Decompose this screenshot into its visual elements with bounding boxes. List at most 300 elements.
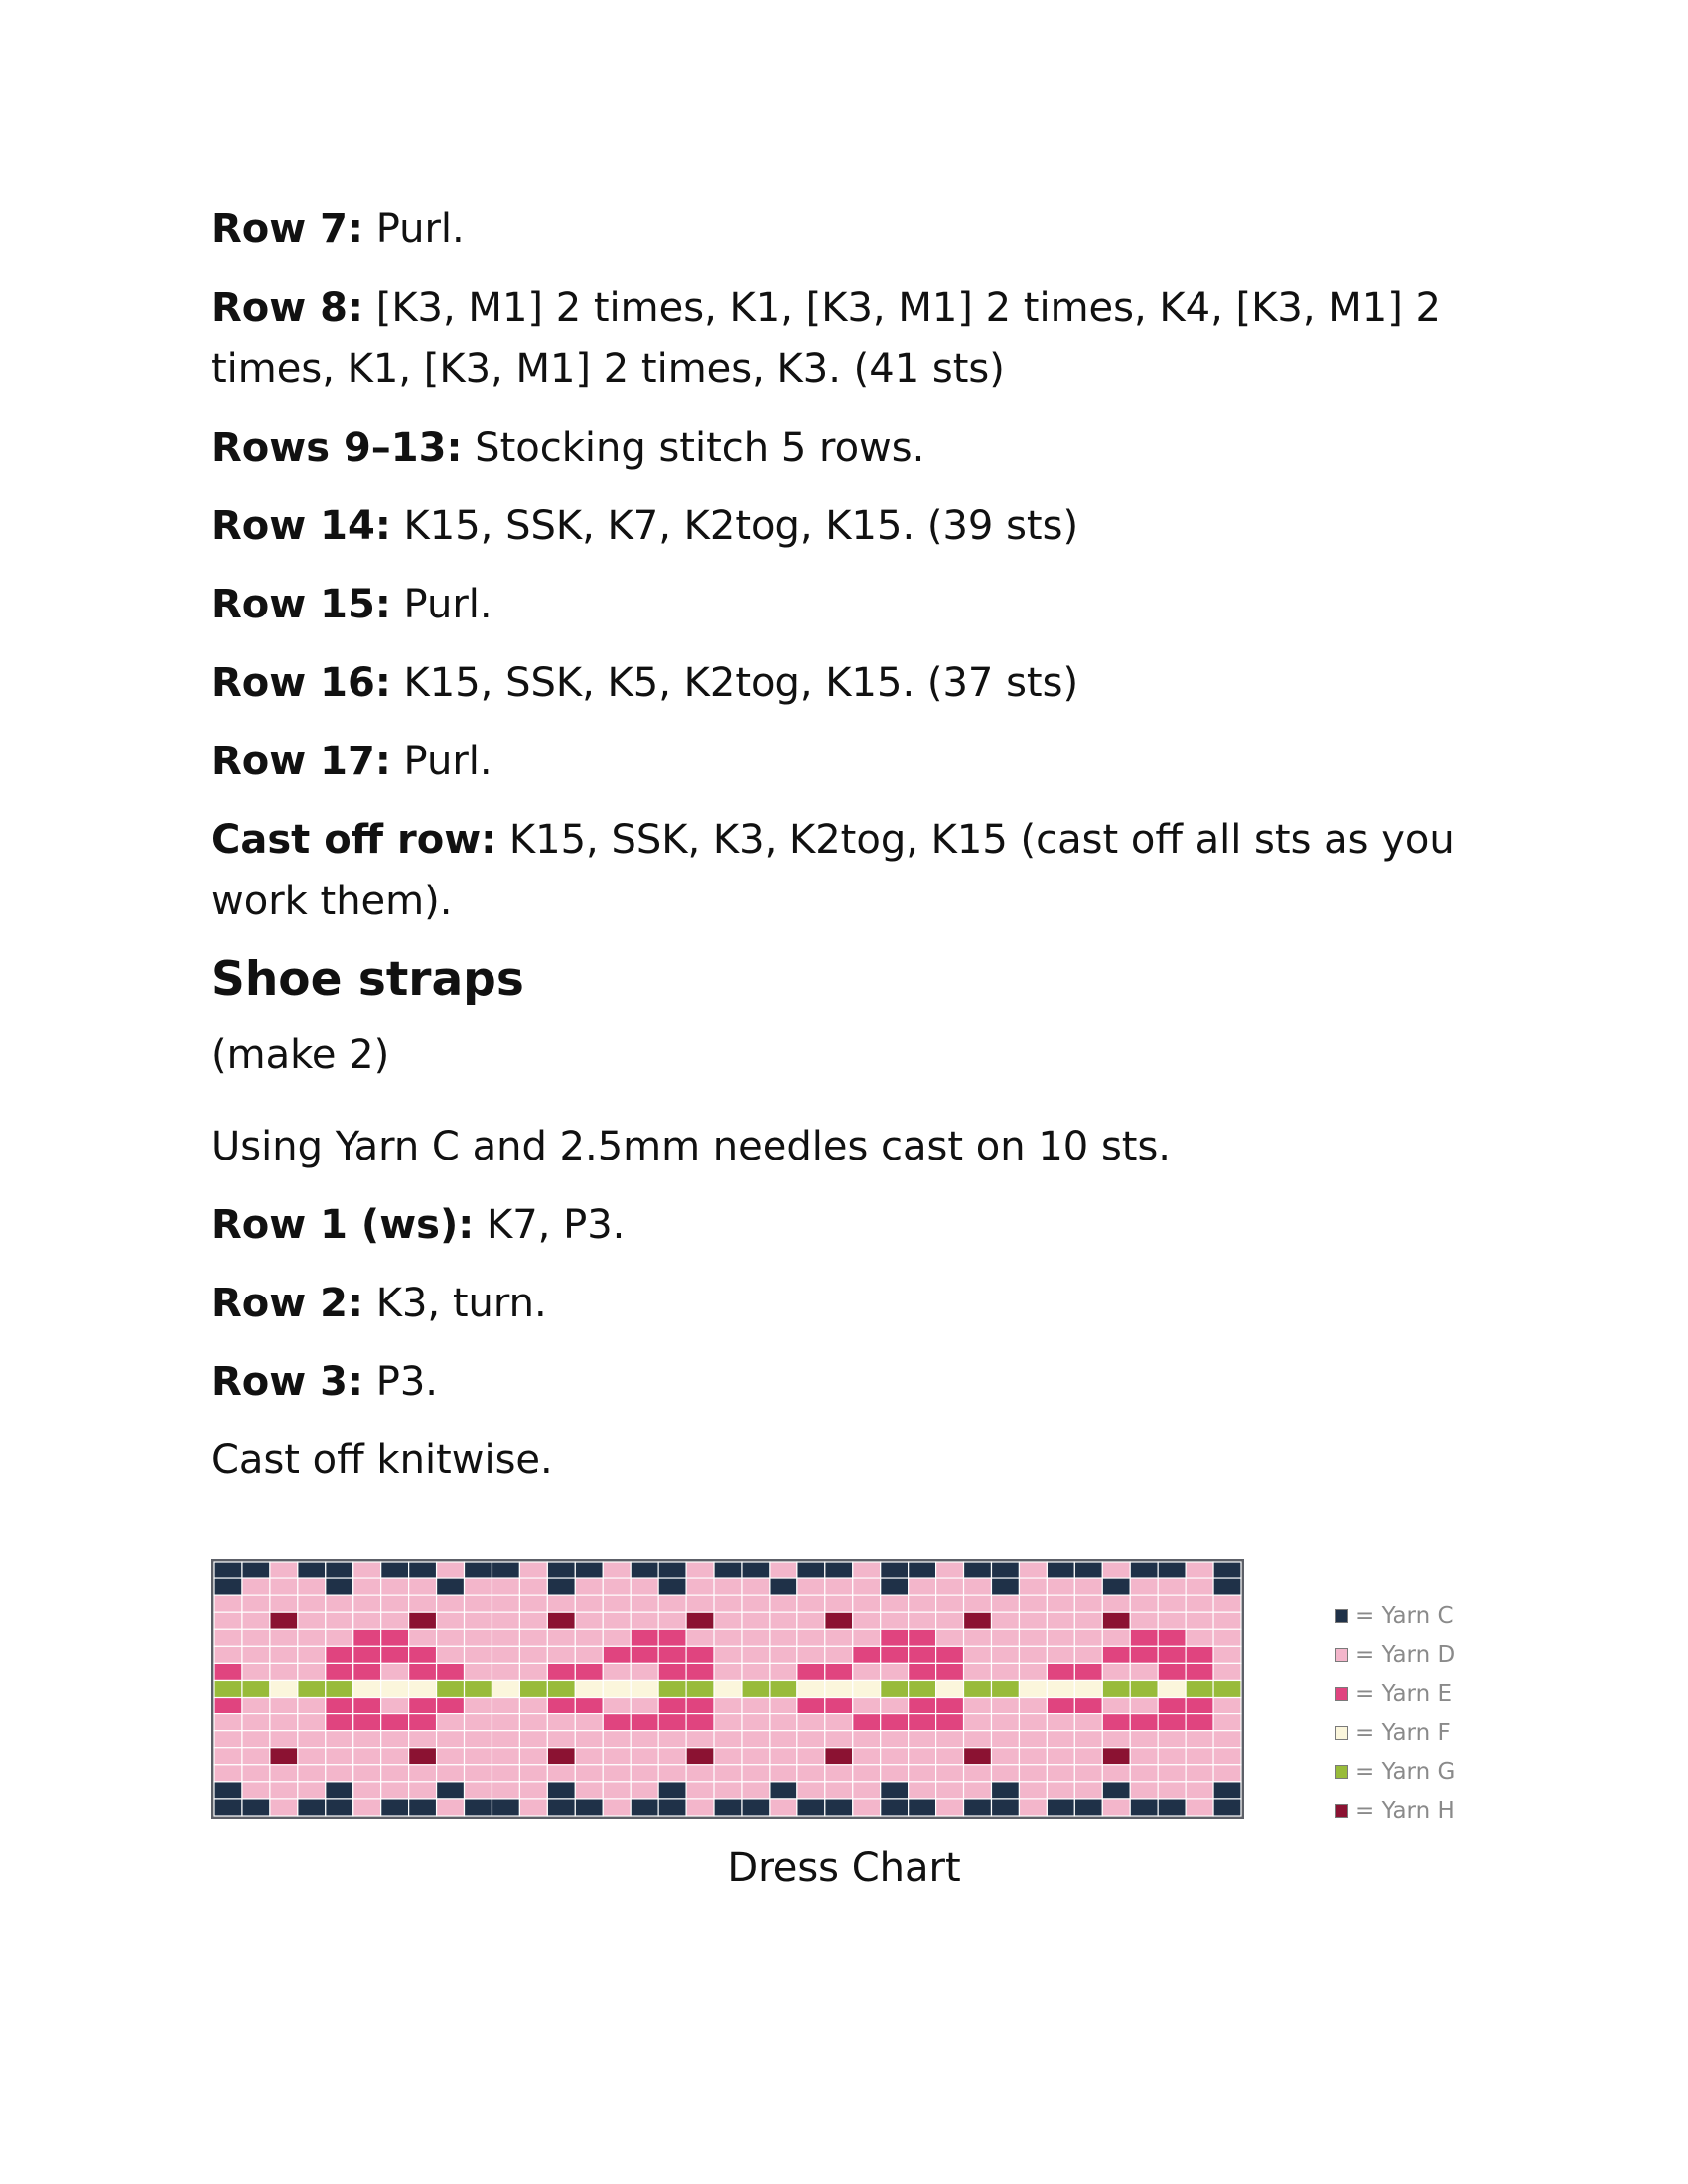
chart-cell-yarn-d: [603, 1698, 631, 1714]
chart-cell-yarn-d: [936, 1562, 964, 1578]
chart-cell-yarn-e: [1158, 1629, 1186, 1646]
chart-cell-yarn-c: [575, 1799, 603, 1816]
chart-cell-yarn-d: [326, 1748, 353, 1765]
chart-cell-yarn-d: [853, 1799, 881, 1816]
chart-cell-yarn-d: [881, 1612, 909, 1629]
chart-cell-yarn-c: [465, 1562, 492, 1578]
chart-cell-yarn-d: [714, 1629, 742, 1646]
chart-cell-yarn-d: [825, 1714, 853, 1731]
chart-cell-yarn-d: [770, 1562, 797, 1578]
chart-cell-yarn-d: [242, 1765, 270, 1782]
chart-cell-yarn-d: [964, 1646, 992, 1663]
chart-cell-yarn-e: [881, 1629, 909, 1646]
chart-cell-yarn-d: [409, 1731, 437, 1748]
chart-cell-yarn-d: [603, 1731, 631, 1748]
chart-cell-yarn-g: [770, 1680, 797, 1697]
chart-cell-yarn-e: [353, 1629, 381, 1646]
chart-cell-yarn-e: [909, 1698, 936, 1714]
chart-cell-yarn-e: [547, 1663, 575, 1680]
chart-cell-yarn-e: [1047, 1698, 1074, 1714]
chart-cell-yarn-d: [770, 1714, 797, 1731]
chart-cell-yarn-c: [991, 1562, 1019, 1578]
chart-cell-yarn-d: [242, 1612, 270, 1629]
chart-cell-yarn-c: [547, 1799, 575, 1816]
chart-cell-yarn-h: [825, 1748, 853, 1765]
chart-cell-yarn-d: [1130, 1765, 1158, 1782]
chart-cell-yarn-d: [909, 1748, 936, 1765]
legend-item-yarn-c: [1335, 1596, 1455, 1635]
chart-cell-yarn-d: [353, 1731, 381, 1748]
chart-cell-yarn-d: [603, 1578, 631, 1595]
chart-cell-yarn-d: [964, 1595, 992, 1612]
chart-cell-yarn-c: [1047, 1562, 1074, 1578]
chart-cell-yarn-e: [1186, 1698, 1213, 1714]
chart-cell-yarn-c: [881, 1782, 909, 1799]
chart-cell-yarn-e: [214, 1698, 242, 1714]
chart-cell-yarn-d: [1186, 1799, 1213, 1816]
chart-cell-yarn-d: [465, 1748, 492, 1765]
chart-cell-yarn-d: [492, 1663, 519, 1680]
chart-cell-yarn-d: [242, 1578, 270, 1595]
chart-cell-yarn-c: [881, 1578, 909, 1595]
legend-swatch: [1335, 1609, 1348, 1623]
chart-cell-yarn-c: [242, 1799, 270, 1816]
chart-cell-yarn-d: [603, 1595, 631, 1612]
chart-cell-yarn-d: [1019, 1731, 1047, 1748]
chart-cell-yarn-d: [742, 1595, 770, 1612]
chart-cell-yarn-h: [825, 1612, 853, 1629]
chart-cell-yarn-d: [409, 1629, 437, 1646]
chart-cell-yarn-d: [547, 1731, 575, 1748]
row-text: K15, SSK, K3, K2tog, K15 (cast off all sts as you work them).: [211, 817, 1455, 924]
chart-cell-yarn-d: [326, 1731, 353, 1748]
chart-cell-yarn-d: [465, 1782, 492, 1799]
chart-cell-yarn-d: [825, 1629, 853, 1646]
chart-cell-yarn-d: [936, 1731, 964, 1748]
chart-cell-yarn-d: [298, 1765, 326, 1782]
row-label: Row 15:: [211, 582, 391, 627]
chart-cell-yarn-d: [465, 1714, 492, 1731]
chart-cell-yarn-d: [547, 1629, 575, 1646]
row-text: Purl.: [363, 206, 465, 252]
chart-cell-yarn-d: [1074, 1714, 1102, 1731]
chart-cell-yarn-d: [437, 1799, 465, 1816]
chart-cell-yarn-d: [658, 1748, 686, 1765]
chart-cell-yarn-c: [492, 1799, 519, 1816]
chart-cell-yarn-f: [575, 1680, 603, 1697]
chart-cell-yarn-d: [714, 1714, 742, 1731]
chart-cell-yarn-d: [1047, 1629, 1074, 1646]
chart-cell-yarn-g: [547, 1680, 575, 1697]
chart-cell-yarn-e: [686, 1663, 714, 1680]
chart-cell-yarn-d: [964, 1663, 992, 1680]
chart-cell-yarn-d: [270, 1714, 298, 1731]
chart-cell-yarn-d: [1213, 1646, 1241, 1663]
row-label: Row 14:: [211, 503, 391, 549]
cast-on-instruction: Using Yarn C and 2.5mm needles cast on 10 sts.: [211, 1124, 1172, 1169]
row-text: K7, P3.: [474, 1202, 626, 1248]
chart-cell-yarn-c: [1158, 1562, 1186, 1578]
chart-cell-yarn-d: [881, 1765, 909, 1782]
chart-cell-yarn-c: [326, 1562, 353, 1578]
chart-cell-yarn-e: [936, 1646, 964, 1663]
chart-cell-yarn-d: [686, 1782, 714, 1799]
chart-cell-yarn-c: [326, 1578, 353, 1595]
chart-cell-yarn-d: [603, 1782, 631, 1799]
chart-cell-yarn-e: [909, 1629, 936, 1646]
chart-cell-yarn-d: [1019, 1578, 1047, 1595]
chart-cell-yarn-c: [770, 1578, 797, 1595]
chart-cell-yarn-d: [465, 1612, 492, 1629]
chart-cell-yarn-d: [242, 1698, 270, 1714]
chart-cell-yarn-h: [270, 1748, 298, 1765]
chart-cell-yarn-e: [936, 1698, 964, 1714]
chart-cell-yarn-d: [575, 1646, 603, 1663]
chart-cell-yarn-e: [658, 1646, 686, 1663]
chart-cell-yarn-c: [326, 1782, 353, 1799]
chart-cell-yarn-f: [714, 1680, 742, 1697]
chart-cell-yarn-c: [742, 1562, 770, 1578]
chart-cell-yarn-h: [547, 1748, 575, 1765]
chart-cell-yarn-d: [437, 1731, 465, 1748]
chart-cell-yarn-d: [214, 1595, 242, 1612]
chart-cell-yarn-d: [686, 1799, 714, 1816]
chart-cell-yarn-d: [1130, 1595, 1158, 1612]
chart-cell-yarn-d: [242, 1714, 270, 1731]
chart-cell-yarn-g: [214, 1680, 242, 1697]
chart-cell-yarn-c: [214, 1782, 242, 1799]
chart-cell-yarn-e: [797, 1698, 825, 1714]
chart-cell-yarn-c: [575, 1562, 603, 1578]
legend-swatch: [1335, 1687, 1348, 1701]
chart-cell-yarn-d: [353, 1562, 381, 1578]
chart-cell-yarn-d: [1102, 1698, 1130, 1714]
legend-item-yarn-d: [1335, 1635, 1455, 1674]
chart-cell-yarn-d: [909, 1731, 936, 1748]
chart-cell-yarn-d: [825, 1782, 853, 1799]
chart-cell-yarn-d: [1102, 1731, 1130, 1748]
chart-cell-yarn-d: [797, 1714, 825, 1731]
chart-cell-yarn-d: [1019, 1782, 1047, 1799]
chart-cell-yarn-f: [381, 1680, 409, 1697]
chart-cell-yarn-c: [381, 1799, 409, 1816]
legend-label: = Yarn C: [1355, 1602, 1454, 1629]
chart-cell-yarn-d: [298, 1748, 326, 1765]
chart-cell-yarn-c: [797, 1799, 825, 1816]
chart-cell-yarn-e: [1102, 1646, 1130, 1663]
chart-cell-yarn-g: [465, 1680, 492, 1697]
chart-cell-yarn-e: [353, 1646, 381, 1663]
chart-cell-yarn-d: [742, 1698, 770, 1714]
chart-cell-yarn-d: [1158, 1612, 1186, 1629]
instruction-row: [211, 652, 1502, 714]
legend-swatch: [1335, 1765, 1348, 1779]
chart-cell-yarn-e: [214, 1663, 242, 1680]
chart-cell-yarn-d: [1102, 1765, 1130, 1782]
chart-cell-yarn-d: [991, 1629, 1019, 1646]
chart-cell-yarn-d: [270, 1578, 298, 1595]
chart-cell-yarn-d: [437, 1562, 465, 1578]
chart-cell-yarn-d: [353, 1765, 381, 1782]
chart-cell-yarn-e: [631, 1629, 658, 1646]
chart-cell-yarn-d: [575, 1629, 603, 1646]
chart-cell-yarn-c: [1130, 1799, 1158, 1816]
chart-cell-yarn-h: [1102, 1748, 1130, 1765]
chart-cell-yarn-d: [492, 1782, 519, 1799]
chart-cell-yarn-e: [631, 1714, 658, 1731]
chart-cell-yarn-c: [881, 1799, 909, 1816]
chart-cell-yarn-d: [1074, 1748, 1102, 1765]
chart-cell-yarn-e: [603, 1646, 631, 1663]
make-count-note: (make 2): [211, 1032, 390, 1078]
chart-cell-yarn-d: [575, 1714, 603, 1731]
row-text: K3, turn.: [363, 1281, 547, 1326]
chart-cell-yarn-d: [1074, 1646, 1102, 1663]
strap-row: [211, 1351, 1502, 1413]
chart-cell-yarn-d: [631, 1612, 658, 1629]
row-text: Purl.: [390, 582, 492, 627]
chart-cell-yarn-d: [214, 1629, 242, 1646]
chart-cell-yarn-d: [270, 1765, 298, 1782]
chart-cell-yarn-c: [465, 1799, 492, 1816]
chart-cell-yarn-d: [714, 1748, 742, 1765]
chart-cell-yarn-d: [909, 1612, 936, 1629]
chart-cell-yarn-d: [326, 1765, 353, 1782]
chart-cell-yarn-c: [214, 1578, 242, 1595]
chart-cell-yarn-d: [686, 1595, 714, 1612]
chart-cell-yarn-d: [1019, 1698, 1047, 1714]
chart-cell-yarn-d: [1130, 1731, 1158, 1748]
chart-cell-yarn-e: [1074, 1663, 1102, 1680]
chart-cell-yarn-c: [437, 1578, 465, 1595]
chart-cell-yarn-d: [242, 1595, 270, 1612]
chart-cell-yarn-e: [881, 1714, 909, 1731]
chart-cell-yarn-d: [964, 1765, 992, 1782]
chart-cell-yarn-e: [1130, 1714, 1158, 1731]
strap-row: [211, 1194, 1502, 1256]
chart-cell-yarn-d: [298, 1595, 326, 1612]
chart-cell-yarn-c: [991, 1578, 1019, 1595]
row-text: [K3, M1] 2 times, K1, [K3, M1] 2 times, K4, [K3, M1] 2 times, K1, [K3, M1] 2 times, K3. (41 sts): [211, 285, 1441, 392]
chart-cell-yarn-e: [547, 1698, 575, 1714]
chart-cell-yarn-d: [519, 1612, 547, 1629]
row-text: P3.: [363, 1359, 438, 1405]
chart-cell-yarn-d: [936, 1595, 964, 1612]
chart-cell-yarn-d: [575, 1731, 603, 1748]
chart-cell-yarn-g: [881, 1680, 909, 1697]
chart-cell-yarn-d: [853, 1765, 881, 1782]
chart-cell-yarn-d: [1186, 1612, 1213, 1629]
chart-cell-yarn-d: [242, 1629, 270, 1646]
chart-cell-yarn-d: [492, 1629, 519, 1646]
chart-cell-yarn-d: [825, 1731, 853, 1748]
chart-cell-yarn-f: [1074, 1680, 1102, 1697]
chart-cell-yarn-d: [1213, 1663, 1241, 1680]
chart-cell-yarn-d: [519, 1663, 547, 1680]
instruction-row: [211, 574, 1502, 635]
chart-cell-yarn-d: [964, 1714, 992, 1731]
chart-cell-yarn-d: [1047, 1646, 1074, 1663]
chart-cell-yarn-d: [1213, 1714, 1241, 1731]
chart-cell-yarn-d: [770, 1663, 797, 1680]
chart-cell-yarn-f: [603, 1680, 631, 1697]
chart-cell-yarn-d: [1074, 1612, 1102, 1629]
chart-cell-yarn-c: [381, 1562, 409, 1578]
chart-cell-yarn-e: [936, 1663, 964, 1680]
chart-cell-yarn-c: [1213, 1782, 1241, 1799]
chart-cell-yarn-e: [1158, 1714, 1186, 1731]
chart-cell-yarn-c: [1213, 1562, 1241, 1578]
chart-cell-yarn-d: [853, 1782, 881, 1799]
chart-cell-yarn-g: [437, 1680, 465, 1697]
row-text: Stocking stitch 5 rows.: [462, 425, 925, 471]
chart-cell-yarn-d: [1102, 1562, 1130, 1578]
chart-cell-yarn-d: [214, 1765, 242, 1782]
chart-cell-yarn-c: [909, 1562, 936, 1578]
chart-cell-yarn-d: [298, 1714, 326, 1731]
row-instructions: [211, 199, 1502, 932]
chart-cell-yarn-d: [519, 1731, 547, 1748]
chart-cell-yarn-d: [964, 1782, 992, 1799]
chart-cell-yarn-d: [1047, 1765, 1074, 1782]
chart-cell-yarn-d: [381, 1578, 409, 1595]
chart-cell-yarn-g: [742, 1680, 770, 1697]
legend-label: = Yarn F: [1355, 1719, 1451, 1746]
chart-cell-yarn-d: [991, 1765, 1019, 1782]
chart-cell-yarn-d: [1213, 1731, 1241, 1748]
chart-cell-yarn-e: [437, 1663, 465, 1680]
chart-cell-yarn-d: [853, 1698, 881, 1714]
chart-cell-yarn-d: [1186, 1731, 1213, 1748]
chart-cell-yarn-d: [492, 1765, 519, 1782]
chart-cell-yarn-d: [214, 1714, 242, 1731]
chart-cell-yarn-d: [658, 1765, 686, 1782]
chart-cell-yarn-d: [909, 1595, 936, 1612]
chart-cell-yarn-h: [686, 1612, 714, 1629]
chart-cell-yarn-d: [326, 1595, 353, 1612]
chart-cell-yarn-d: [519, 1799, 547, 1816]
chart-cell-yarn-d: [853, 1562, 881, 1578]
chart-cell-yarn-d: [519, 1765, 547, 1782]
chart-cell-yarn-d: [492, 1731, 519, 1748]
chart-cell-yarn-d: [742, 1629, 770, 1646]
chart-cell-yarn-e: [658, 1698, 686, 1714]
chart-cell-yarn-e: [575, 1698, 603, 1714]
chart-cell-yarn-d: [1074, 1629, 1102, 1646]
chart-cell-yarn-d: [686, 1578, 714, 1595]
chart-cell-yarn-d: [742, 1578, 770, 1595]
chart-cell-yarn-d: [1102, 1629, 1130, 1646]
chart-cell-yarn-d: [353, 1799, 381, 1816]
chart-cell-yarn-d: [770, 1765, 797, 1782]
chart-cell-yarn-d: [658, 1731, 686, 1748]
instruction-row: [211, 809, 1502, 932]
instruction-row: [211, 417, 1502, 478]
chart-cell-yarn-d: [298, 1663, 326, 1680]
chart-cell-yarn-d: [686, 1562, 714, 1578]
chart-cell-yarn-d: [519, 1748, 547, 1765]
chart-cell-yarn-e: [575, 1663, 603, 1680]
chart-cell-yarn-d: [1130, 1698, 1158, 1714]
chart-cell-yarn-d: [1130, 1578, 1158, 1595]
chart-cell-yarn-d: [853, 1748, 881, 1765]
chart-cell-yarn-e: [381, 1629, 409, 1646]
chart-cell-yarn-c: [964, 1562, 992, 1578]
chart-cell-yarn-d: [492, 1748, 519, 1765]
dress-chart-grid: [211, 1559, 1244, 1819]
chart-cell-yarn-d: [991, 1646, 1019, 1663]
chart-cell-yarn-e: [409, 1663, 437, 1680]
chart-cell-yarn-d: [1019, 1663, 1047, 1680]
chart-cell-yarn-d: [1019, 1748, 1047, 1765]
chart-cell-yarn-e: [326, 1714, 353, 1731]
row-label: Row 2:: [211, 1281, 363, 1326]
chart-cell-yarn-e: [603, 1714, 631, 1731]
chart-cell-yarn-d: [742, 1748, 770, 1765]
chart-cell-yarn-d: [797, 1595, 825, 1612]
chart-cell-yarn-d: [1047, 1612, 1074, 1629]
chart-cell-yarn-d: [270, 1698, 298, 1714]
chart-cell-yarn-e: [909, 1663, 936, 1680]
chart-cell-yarn-d: [1158, 1595, 1186, 1612]
chart-cell-yarn-d: [409, 1595, 437, 1612]
chart-cell-yarn-d: [1074, 1765, 1102, 1782]
chart-cell-yarn-d: [575, 1765, 603, 1782]
chart-cell-yarn-d: [797, 1629, 825, 1646]
chart-cell-yarn-d: [270, 1595, 298, 1612]
chart-cell-yarn-d: [519, 1782, 547, 1799]
chart-cell-yarn-e: [1074, 1698, 1102, 1714]
chart-cell-yarn-d: [492, 1612, 519, 1629]
chart-cell-yarn-e: [353, 1698, 381, 1714]
instruction-row: [211, 495, 1502, 557]
chart-cell-yarn-d: [1186, 1578, 1213, 1595]
row-text: K15, SSK, K5, K2tog, K15. (37 sts): [390, 660, 1079, 706]
chart-cell-yarn-f: [1047, 1680, 1074, 1697]
chart-cell-yarn-d: [686, 1629, 714, 1646]
chart-cell-yarn-d: [797, 1748, 825, 1765]
chart-cell-yarn-d: [1213, 1629, 1241, 1646]
chart-cell-yarn-d: [1186, 1782, 1213, 1799]
chart-cell-yarn-f: [270, 1680, 298, 1697]
chart-cell-yarn-g: [1213, 1680, 1241, 1697]
chart-cell-yarn-e: [326, 1663, 353, 1680]
chart-cell-yarn-d: [353, 1595, 381, 1612]
chart-cell-yarn-d: [1019, 1765, 1047, 1782]
chart-cell-yarn-d: [1186, 1595, 1213, 1612]
chart-cell-yarn-g: [658, 1680, 686, 1697]
chart-cell-yarn-d: [936, 1782, 964, 1799]
chart-cell-yarn-g: [1186, 1680, 1213, 1697]
chart-cell-yarn-d: [437, 1595, 465, 1612]
chart-cell-yarn-c: [409, 1799, 437, 1816]
strap-row: [211, 1273, 1502, 1334]
chart-cell-yarn-e: [353, 1714, 381, 1731]
chart-cell-yarn-c: [326, 1799, 353, 1816]
chart-cell-yarn-d: [909, 1578, 936, 1595]
chart-cell-yarn-d: [853, 1595, 881, 1612]
chart-cell-yarn-d: [1102, 1595, 1130, 1612]
chart-cell-yarn-d: [1158, 1782, 1186, 1799]
chart-cell-yarn-e: [381, 1714, 409, 1731]
chart-cell-yarn-d: [1019, 1595, 1047, 1612]
chart-cell-yarn-f: [1019, 1680, 1047, 1697]
chart-cell-yarn-d: [686, 1765, 714, 1782]
chart-cell-yarn-e: [409, 1646, 437, 1663]
chart-cell-yarn-d: [770, 1612, 797, 1629]
chart-cell-yarn-e: [1186, 1646, 1213, 1663]
row-label: Cast off row:: [211, 817, 497, 863]
